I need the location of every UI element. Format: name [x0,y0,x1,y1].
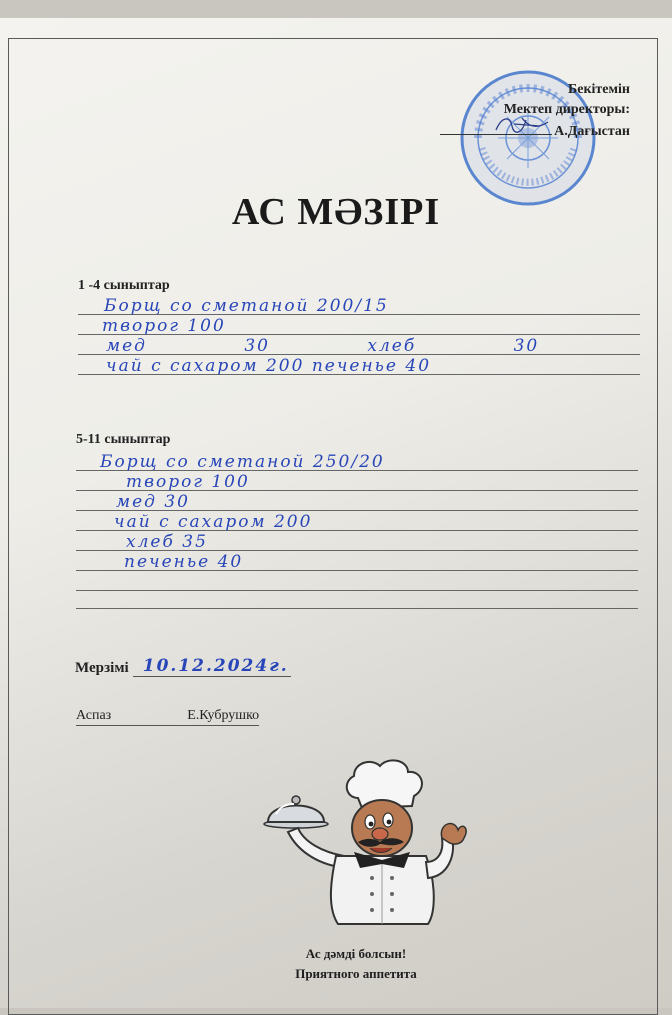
menu-item-text: творог 100 [102,316,226,336]
cook-label: Аспаз [76,708,112,723]
menu-line [76,492,638,511]
menu-line [76,572,638,591]
menu-item-text: творог 100 [126,472,250,492]
menu-item-text: мед 30 хлеб 30 [106,336,540,356]
date-line [133,658,291,677]
menu-line [78,356,640,375]
page-title: АС МӘЗІРІ [231,191,441,233]
approval-line1: Бекітемін [567,82,630,97]
menu-line [76,452,638,471]
menu-line [76,532,638,551]
approval-line2: Мектеп директоры: [503,102,630,117]
section-label-5-11: 5-11 сыныптар [76,432,171,447]
cook-row [76,708,259,726]
menu-item-text: Борщ со сметаной 200/15 [104,296,389,316]
approval-block [440,80,630,142]
menu-line [76,512,638,531]
menu-line [76,590,638,609]
footer [0,944,672,984]
menu-line [76,472,638,491]
menu-item-text: Борщ со сметаной 250/20 [100,452,385,472]
menu-item-text: хлеб 35 [126,532,208,552]
section-label-1-4: 1 -4 сыныптар [78,278,170,293]
menu-item-text: печенье 40 [124,552,244,572]
date-row [75,658,291,677]
menu-line [76,552,638,571]
menu-item-text: чай с сахаром 200 печенье 40 [106,356,432,376]
chef-illustration [258,752,476,928]
menu-item-text: мед 30 [116,492,190,512]
footer-line1: Ас дәмді болсын! [305,946,407,961]
menu-item-text: чай с сахаром 200 [114,512,313,532]
signature-line [440,120,552,135]
date-label: Мерзімі [75,660,129,676]
signature-scribble [492,112,552,136]
menu-line [78,296,640,315]
cook-name: Е.Кубрушко [187,708,260,723]
footer-line2: Приятного аппетита [295,966,417,981]
date-value: 10.12.2024г. [142,656,289,676]
director-name: А.Дағыстан [554,124,630,139]
menu-line [78,336,640,355]
menu-line [78,316,640,335]
